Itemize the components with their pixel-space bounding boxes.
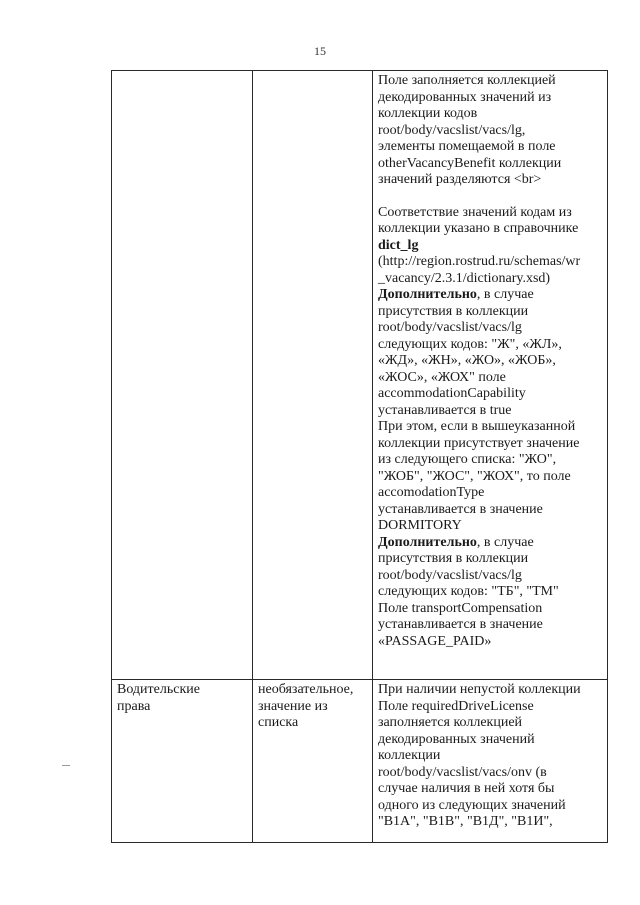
description-line: "ЖОБ", "ЖОС", "ЖОХ", то поле — [378, 468, 571, 484]
description-line: root/body/vacslist/vacs/lg — [378, 567, 522, 583]
description-line: одного из следующих значений — [378, 797, 566, 813]
description-line: Поле requiredDriveLicense — [378, 698, 534, 714]
description-line: dict_lg — [378, 237, 419, 253]
field-name-cell — [112, 680, 253, 843]
description-cell — [373, 71, 608, 680]
description-line: коллекции — [378, 748, 441, 763]
field-name-cell — [112, 71, 253, 680]
description-line: При этом, если в вышеуказанной — [378, 419, 576, 434]
description-line: коллекции указано в справочнике — [378, 221, 579, 236]
description-line: При наличии непустой коллекции — [378, 682, 581, 697]
bold-prefix: Дополнительно — [378, 534, 477, 550]
field-name-line: права — [117, 698, 151, 714]
description-line: otherVacancyBenefit коллекции — [378, 155, 562, 171]
line-text: , в случае — [476, 534, 534, 550]
description-line: из следующего списка: "ЖО", — [378, 452, 557, 467]
description-line: случае наличия в ней хотя бы — [378, 781, 555, 796]
description-line: устанавливается в значение — [378, 501, 543, 517]
description-line: Поле заполняется коллекцией — [378, 73, 556, 88]
page-number: 15 — [314, 44, 326, 58]
description-line: значений разделяются <br> — [378, 172, 542, 187]
field-type-line: значение из — [258, 698, 328, 714]
description-line: root/body/vacslist/vacs/lg, — [378, 122, 526, 138]
field-name-line: Водительские — [117, 682, 200, 697]
description-line: «PASSAGE_PAID» — [378, 633, 492, 649]
description-line: элементы помещаемой в поле — [378, 139, 556, 154]
description-line: Поле transportCompensation — [378, 600, 543, 616]
field-type-line: списка — [258, 715, 299, 730]
bold-prefix: Дополнительно — [378, 287, 477, 302]
description-line: следующих кодов: "Ж", «ЖЛ», — [378, 336, 562, 352]
description-line: устанавливается в значение — [378, 617, 543, 632]
field-type-line: необязательное, — [258, 682, 354, 697]
description-line: декодированных значений — [378, 731, 535, 747]
description-line: (http://region.rostrud.ru/schemas/wr — [378, 254, 581, 269]
scan-mark — [62, 765, 70, 766]
description-line: следующих кодов: "ТБ", "ТМ" — [378, 584, 559, 599]
table-row — [112, 71, 608, 680]
description-line: DORMITORY — [378, 518, 462, 533]
description-line: коллекции присутствует значение — [378, 435, 580, 451]
description-line: root/body/vacslist/vacs/lg — [378, 320, 522, 335]
description-cell — [373, 680, 608, 843]
description-line: заполняется коллекцией — [378, 715, 523, 730]
description-line: accomodationType — [378, 485, 485, 500]
description-line: коллекции кодов — [378, 106, 478, 121]
description-line: присутствия в коллекции — [378, 303, 529, 319]
description-line: присутствия в коллекции — [378, 551, 529, 566]
description-line: root/body/vacslist/vacs/onv (в — [378, 764, 547, 780]
description-line: _vacancy/2.3.1/dictionary.xsd) — [378, 270, 551, 286]
specification-table — [111, 70, 608, 843]
description-line — [378, 287, 603, 304]
description-line: декодированных значений из — [378, 89, 552, 105]
blank-line — [378, 189, 603, 205]
field-type-cell — [253, 71, 373, 680]
description-line: Соответствие значений кодам из — [378, 204, 572, 220]
field-type-cell — [253, 680, 373, 843]
description-line: "В1А", "В1В", "В1Д", "В1И", — [378, 814, 553, 829]
description-line: accommodationCapability — [378, 386, 526, 401]
description-line: «ЖОС», «ЖОХ" поле — [378, 369, 506, 385]
description-line: устанавливается в true — [378, 402, 512, 418]
description-line — [378, 535, 603, 552]
description-line: «ЖД», «ЖН», «ЖО», «ЖОБ», — [378, 353, 556, 368]
table-row — [112, 680, 608, 843]
line-text: , в случае — [476, 287, 534, 302]
